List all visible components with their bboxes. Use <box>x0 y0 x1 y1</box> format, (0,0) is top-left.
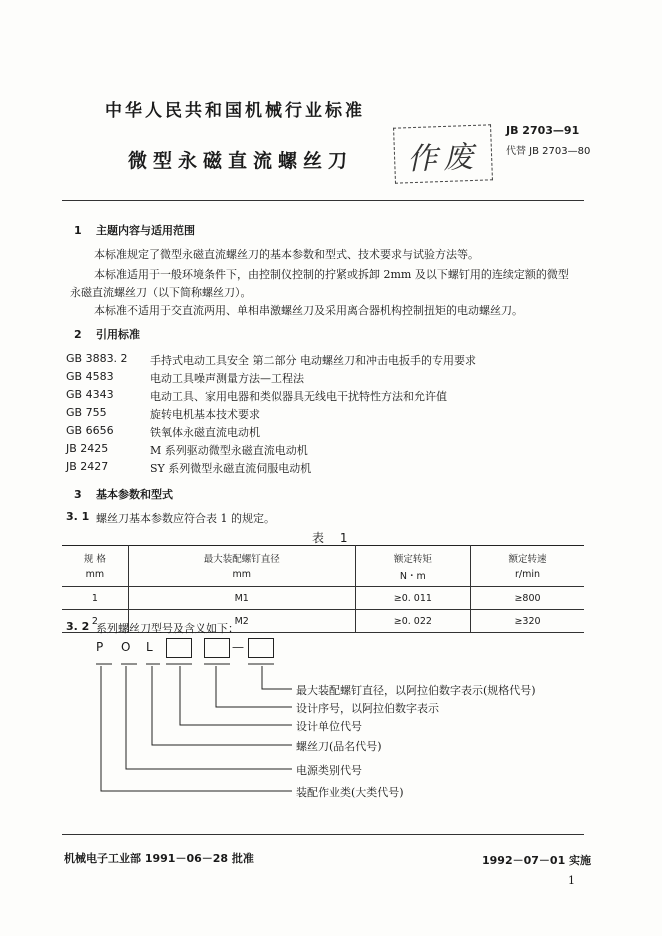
page-number: 1 <box>568 874 575 887</box>
issuing-body: 中华人民共和国机械行业标准 <box>105 101 365 121</box>
label-assembly-class: 装配作业类(大类代号) <box>296 786 404 799</box>
label-design-serial: 设计序号，以阿拉伯数字表示 <box>296 702 439 715</box>
reference-title: 铁氧体永磁直流电动机 <box>150 426 260 439</box>
unit-spec: mm <box>62 566 128 587</box>
paragraph-applicability-line1: 本标准适用于一般环境条件下，由控制仪控制的拧紧或拆卸 2mm 及以下螺钉用的连续定额的微型 <box>94 268 569 281</box>
reference-code: GB 4583 <box>66 370 114 383</box>
cell-max-screw-diameter: M1 <box>128 587 355 610</box>
table-1-title: 表 1 <box>312 531 354 545</box>
reference-title: 电动工具噪声测量方法—工程法 <box>150 372 304 385</box>
void-stamp-text: 作废 <box>406 139 480 178</box>
reference-code: GB 755 <box>66 406 107 419</box>
code-letter-p: P <box>96 640 105 654</box>
cell-rated-speed: ≥320 <box>471 610 584 633</box>
leader-screwdriver <box>152 666 292 745</box>
replaces-standard: 代替 JB 2703—80 <box>506 146 591 157</box>
reference-code: JB 2427 <box>66 460 109 473</box>
cell-rated-torque: ≥0. 022 <box>355 610 470 633</box>
footer-divider <box>62 834 584 835</box>
label-design-unit: 设计单位代号 <box>296 720 362 733</box>
clause-3-2-number: 3. 2 <box>66 620 90 633</box>
approval-date: 机械电子工业部 1991－06－28 批准 <box>64 852 254 865</box>
reference-code: GB 3883. 2 <box>66 352 128 365</box>
document-title: 微型永磁直流螺丝刀 <box>128 150 354 172</box>
paragraph-applicability-line2: 永磁直流螺丝刀（以下简称螺丝刀）。 <box>70 286 252 299</box>
reference-title: 旋转电机基本技术要求 <box>150 408 260 421</box>
label-screwdriver: 螺丝刀(品名代号) <box>296 740 382 753</box>
header-rated-speed: 额定转速 <box>471 546 584 567</box>
clause-3-1-text: 螺丝刀基本参数应符合表 1 的规定。 <box>96 512 275 525</box>
code-letter-l: L <box>146 640 154 654</box>
header-rated-torque: 额定转矩 <box>355 546 470 567</box>
section-3-title: 基本参数和型式 <box>96 488 173 501</box>
unit-max-screw-diameter: mm <box>128 566 355 587</box>
reference-title: 手持式电动工具安全 第二部分 电动螺丝刀和冲击电扳手的专用要求 <box>150 354 476 367</box>
label-power-type: 电源类别代号 <box>296 764 362 777</box>
cell-rated-torque: ≥0. 011 <box>355 587 470 610</box>
code-dash: — <box>232 640 244 654</box>
section-1-title: 主题内容与适用范围 <box>96 224 195 237</box>
section-2-number: 2 <box>74 328 82 341</box>
clause-3-2-text: 系列螺丝刀型号及含义如下： <box>96 622 239 635</box>
leader-assembly-class <box>101 666 292 791</box>
cell-spec: 2 <box>62 610 128 633</box>
leader-power-type <box>126 666 292 769</box>
reference-title: 电动工具、家用电器和类似器具无线电干扰特性方法和允许值 <box>150 390 447 403</box>
reference-title: SY 系列微型永磁直流伺服电动机 <box>150 462 312 475</box>
unit-rated-torque: N・m <box>355 566 470 587</box>
label-max-screw-diameter: 最大装配螺钉直径，以阿拉伯数字表示(规格代号) <box>296 684 536 697</box>
implementation-date: 1992－07－01 实施 <box>482 854 592 867</box>
section-3-number: 3 <box>74 488 82 501</box>
leader-max-screw <box>262 666 292 689</box>
paragraph-exclusions: 本标准不适用于交直流两用、单相串激螺丝刀及采用离合器机构控制扭矩的电动螺丝刀。 <box>94 304 523 317</box>
paragraph-scope: 本标准规定了微型永磁直流螺丝刀的基本参数和型式、技术要求与试验方法等。 <box>94 248 479 261</box>
reference-title: M 系列驱动微型永磁直流电动机 <box>150 444 308 457</box>
code-letter-o: O <box>121 640 132 654</box>
cell-rated-speed: ≥800 <box>471 587 584 610</box>
cell-spec: 1 <box>62 587 128 610</box>
reference-code: JB 2425 <box>66 442 109 455</box>
header-max-screw-diameter: 最大装配螺钉直径 <box>128 546 355 567</box>
clause-3-1-number: 3. 1 <box>66 510 90 523</box>
leader-design-serial <box>216 666 292 707</box>
reference-code: GB 6656 <box>66 424 114 437</box>
section-1-number: 1 <box>74 224 82 237</box>
standard-number: JB 2703—91 <box>506 124 580 137</box>
cell-max-screw-diameter: M2 <box>128 610 355 633</box>
leader-design-unit <box>180 666 292 725</box>
header-spec: 规 格 <box>62 546 128 567</box>
unit-rated-speed: r/min <box>471 566 584 587</box>
reference-code: GB 4343 <box>66 388 114 401</box>
section-2-title: 引用标准 <box>96 328 140 341</box>
